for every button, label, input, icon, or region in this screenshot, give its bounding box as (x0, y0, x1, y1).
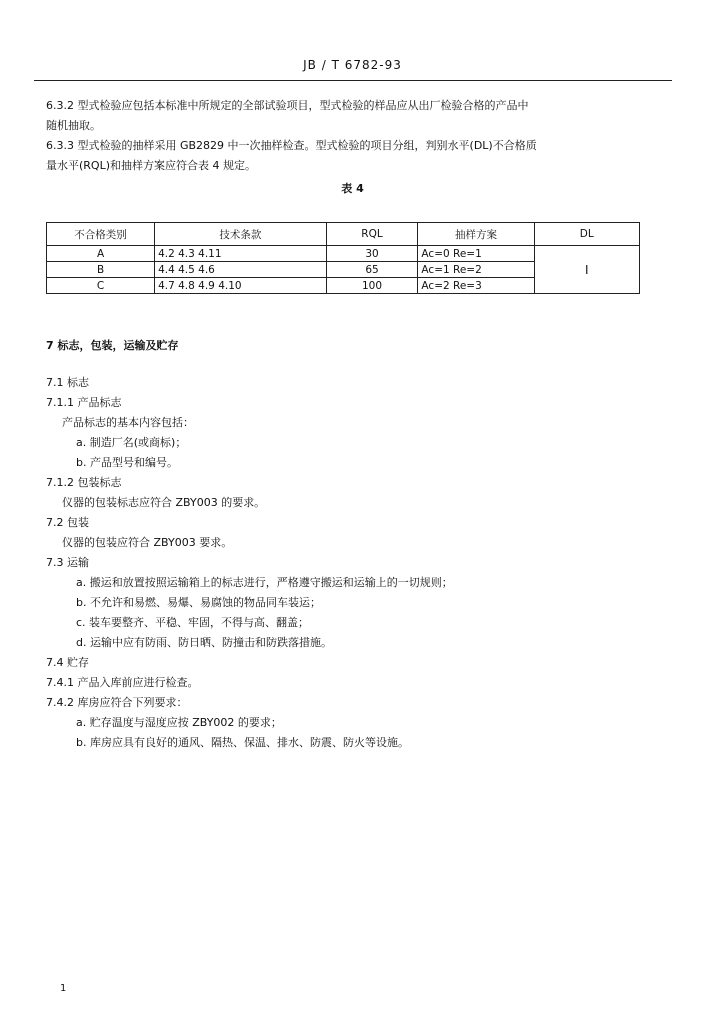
list-item: b. 产品型号和编号。 (76, 456, 178, 469)
list-item: a. 贮存温度与湿度应按 ZBY002 的要求； (76, 716, 282, 729)
paragraph-6-3-3: 6.3.3 型式检验的抽样采用 GB2829 中一次抽样检查。型式检验的项目分组，判别水平(DL)不合格质 (46, 139, 537, 152)
header-rule (34, 80, 672, 81)
table-4-title: 表 4 (341, 182, 364, 195)
column-header-rql: RQL (326, 223, 418, 246)
section-7-4-2-text: 7.4.2 库房应符合下列要求： (46, 696, 188, 709)
section-7-2-heading: 7.2 包装 (46, 516, 89, 529)
section-7-1-heading: 7.1 标志 (46, 376, 89, 389)
column-header-plan: 抽样方案 (418, 223, 534, 246)
section-7-2-text: 仪器的包装应符合 ZBY003 要求。 (62, 536, 233, 549)
list-item: a. 搬运和放置按照运输箱上的标志进行，严格遵守搬运和运输上的一切规则； (76, 576, 453, 589)
paragraph-6-3-3-cont: 量水平(RQL)和抽样方案应符合表 4 规定。 (46, 159, 257, 172)
table-4 (46, 222, 640, 294)
section-7-1-1-text: 产品标志的基本内容包括： (62, 416, 194, 429)
section-7-1-2-heading: 7.1.2 包装标志 (46, 476, 122, 489)
column-header-category: 不合格类别 (47, 223, 155, 246)
column-header-dl: DL (534, 223, 639, 246)
table-row (47, 246, 640, 262)
list-item: b. 库房应具有良好的通风、隔热、保温、排水、防震、防火等设施。 (76, 736, 409, 749)
list-item: d. 运输中应有防雨、防日晒、防撞击和防跌落措施。 (76, 636, 332, 649)
rql-cell: 65 (326, 262, 418, 278)
clauses-cell: 4.4 4.5 4.6 (155, 262, 327, 278)
table-header-row (47, 223, 640, 246)
section-7-4-heading: 7.4 贮存 (46, 656, 89, 669)
section-7-3-heading: 7.3 运输 (46, 556, 89, 569)
category-cell: B (47, 262, 155, 278)
plan-cell: Ac=1 Re=2 (418, 262, 534, 278)
clauses-cell: 4.7 4.8 4.9 4.10 (155, 278, 327, 294)
list-item: b. 不允许和易燃、易爆、易腐蚀的物品同车装运； (76, 596, 321, 609)
paragraph-6-3-2-cont: 随机抽取。 (46, 119, 101, 132)
category-cell: A (47, 246, 155, 262)
paragraph-6-3-2: 6.3.2 型式检验应包括本标准中所规定的全部试验项目，型式检验的样品应从出厂检验合格的产品中 (46, 99, 529, 112)
category-cell: C (47, 278, 155, 294)
dl-cell: I (534, 246, 639, 294)
rql-cell: 100 (326, 278, 418, 294)
document-code-header: JB / T 6782-93 (303, 58, 402, 72)
section-7-1-1-heading: 7.1.1 产品标志 (46, 396, 122, 409)
list-item: a. 制造厂名(或商标)； (76, 436, 187, 449)
list-item: c. 装车要整齐、平稳、牢固，不得与高、翻盖； (76, 616, 310, 629)
page-number: 1 (60, 983, 67, 994)
section-7-4-1-text: 7.4.1 产品入库前应进行检查。 (46, 676, 199, 689)
plan-cell: Ac=0 Re=1 (418, 246, 534, 262)
column-header-clauses: 技术条款 (155, 223, 327, 246)
section-7-heading: 7 标志，包装，运输及贮存 (46, 339, 179, 352)
rql-cell: 30 (326, 246, 418, 262)
clauses-cell: 4.2 4.3 4.11 (155, 246, 327, 262)
plan-cell: Ac=2 Re=3 (418, 278, 534, 294)
section-7-1-2-text: 仪器的包装标志应符合 ZBY003 的要求。 (62, 496, 266, 509)
